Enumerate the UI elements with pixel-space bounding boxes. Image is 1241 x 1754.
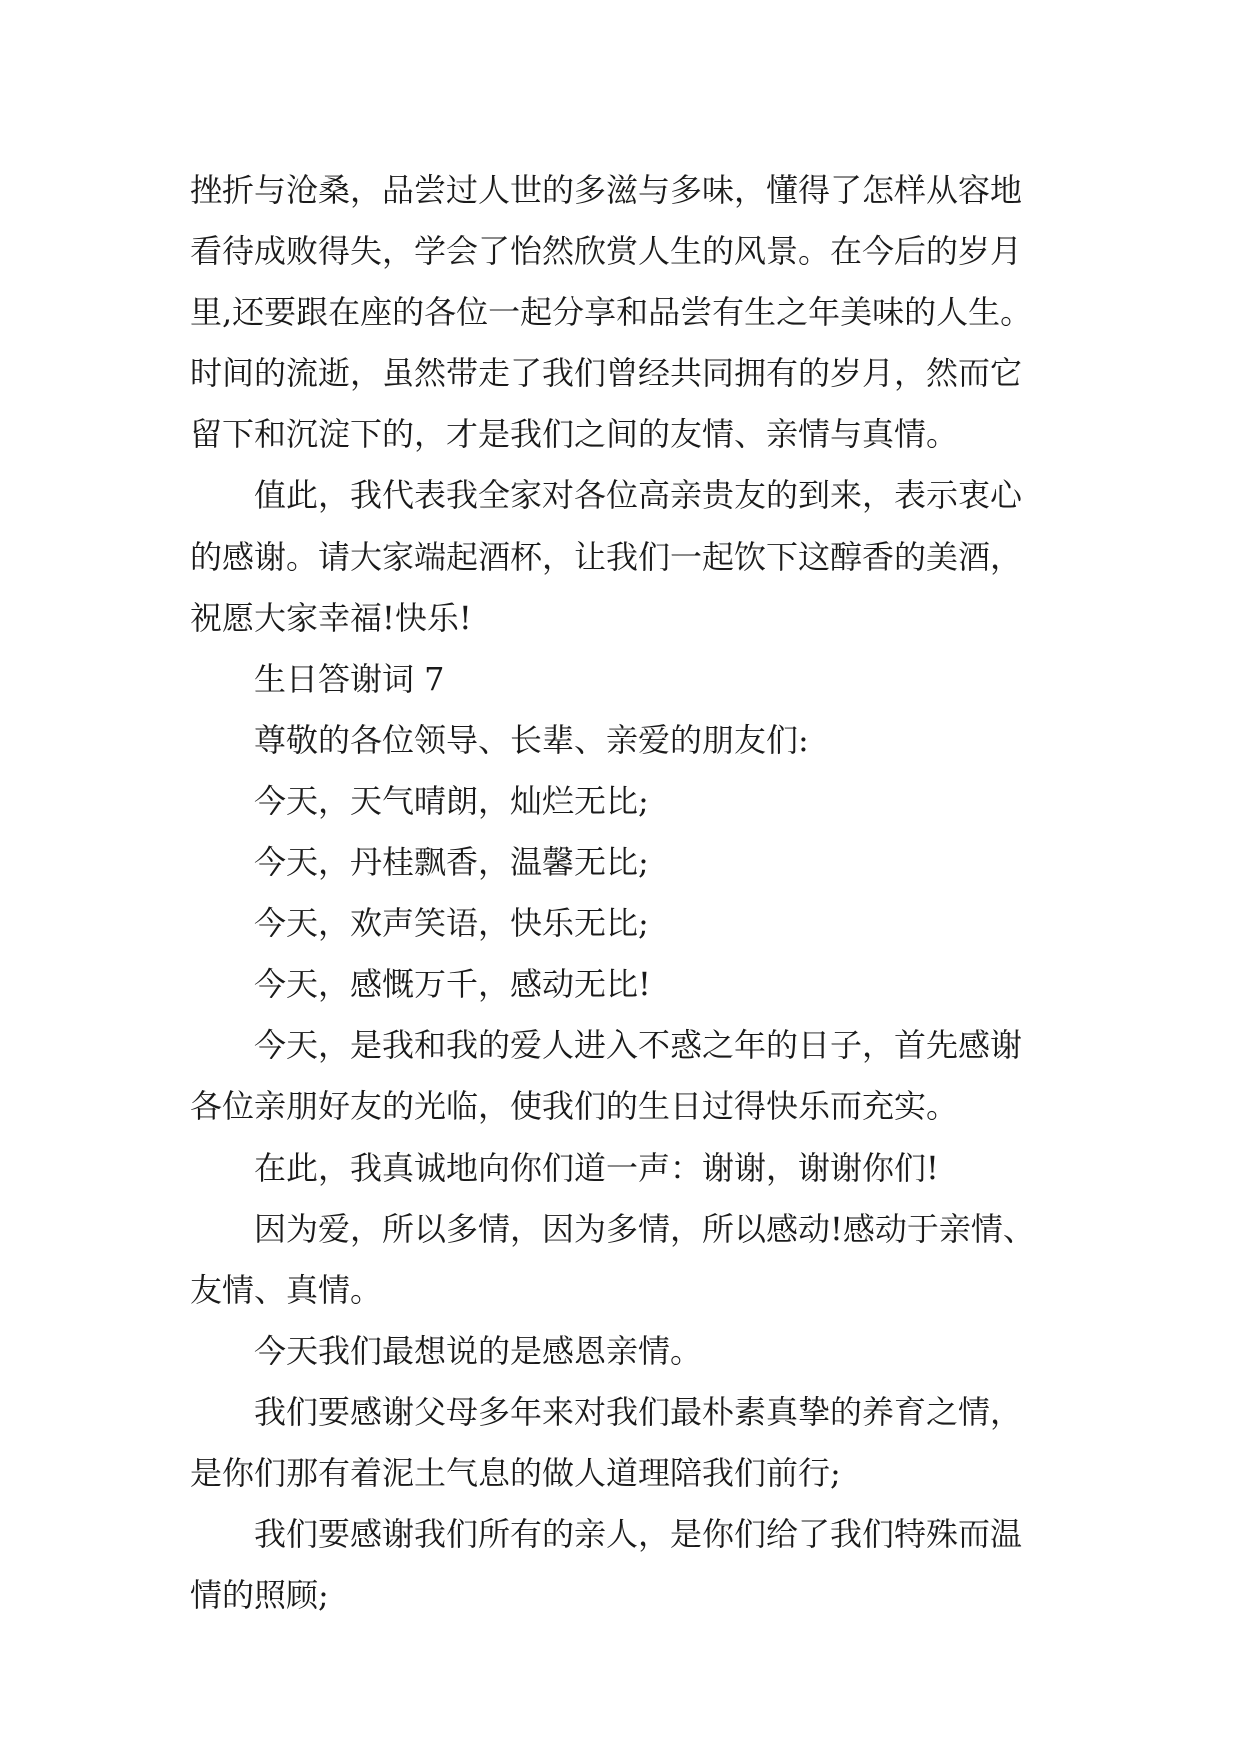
text-line-5: 留下和沉淀下的，才是我们之间的友情、亲情与真情。 [190, 415, 959, 454]
text-line-1: 挫折与沧桑，品尝过人世的多滋与多味，懂得了怎样从容地 [190, 171, 1023, 209]
text-line-16: 各位亲朋好友的光临，使我们的生日过得快乐而充实。 [190, 1087, 959, 1126]
section-heading: 生日答谢词 7 [254, 659, 445, 698]
text-line-18: 因为爱，所以多情，因为多情，所以感动!感动于亲情、 [254, 1209, 1035, 1248]
text-line-22: 是你们那有着泥土气息的做人道理陪我们前行; [190, 1453, 841, 1492]
text-line-2: 看待成败得失，学会了怡然欣赏人生的风景。在今后的岁月 [190, 232, 1023, 271]
text-line-7: 的感谢。请大家端起酒杯，让我们一起饮下这醇香的美酒， [190, 537, 1023, 576]
text-line-17: 在此，我真诚地向你们道一声：谢谢，谢谢你们! [254, 1148, 939, 1187]
text-line-13: 今天，欢声笑语，快乐无比; [254, 904, 649, 943]
text-line-20: 今天我们最想说的是感恩亲情。 [254, 1331, 703, 1370]
text-line-4: 时间的流逝，虽然带走了我们曾经共同拥有的岁月，然而它 [190, 354, 1023, 393]
text-line-8: 祝愿大家幸福!快乐! [190, 598, 472, 637]
text-line-11: 今天，天气晴朗，灿烂无比; [254, 781, 649, 820]
salutation: 尊敬的各位领导、长辈、亲爱的朋友们: [254, 720, 809, 759]
document-body [190, 160, 1090, 1626]
text-line-6: 值此，我代表我全家对各位高亲贵友的到来，表示衷心 [254, 476, 1023, 515]
text-line-24: 情的照顾; [190, 1576, 329, 1615]
text-line-23: 我们要感谢我们所有的亲人，是你们给了我们特殊而温 [254, 1515, 1023, 1554]
text-line-14: 今天，感慨万千，感动无比! [254, 965, 651, 1004]
text-line-19: 友情、真情。 [190, 1270, 383, 1309]
text-line-12: 今天，丹桂飘香，温馨无比; [254, 843, 649, 882]
text-line-3: 里,还要跟在座的各位一起分享和品尝有生之年美味的人生。 [190, 293, 1033, 332]
text-line-15: 今天，是我和我的爱人进入不惑之年的日子，首先感谢 [254, 1026, 1023, 1065]
text-line-21: 我们要感谢父母多年来对我们最朴素真挚的养育之情， [254, 1392, 1023, 1431]
